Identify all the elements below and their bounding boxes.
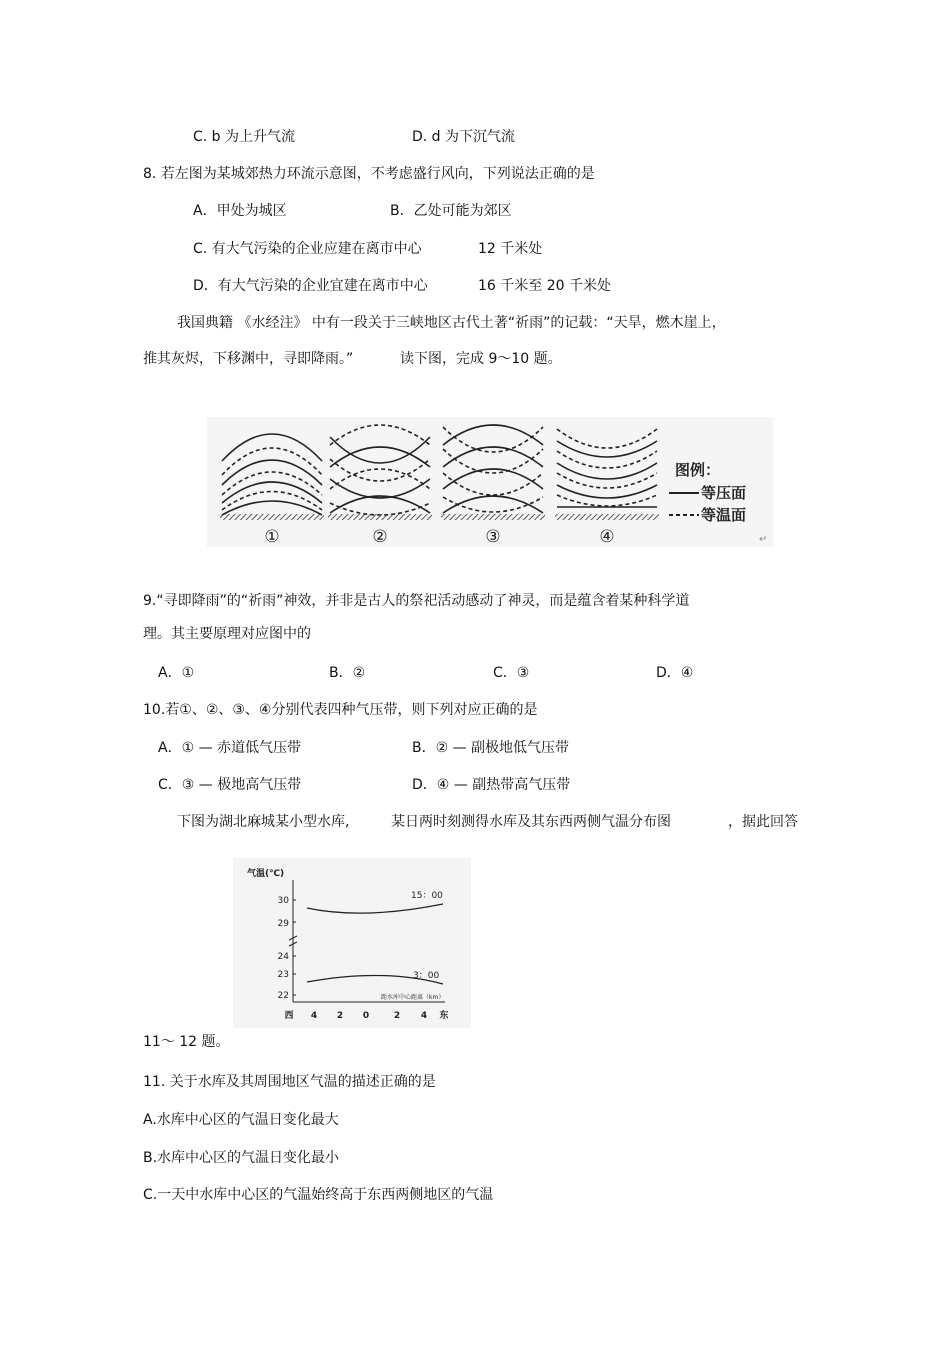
x-tick-4-west: 4 [310, 1011, 318, 1021]
reservoir-intro-part3: ，据此回答 [728, 814, 798, 830]
series-0300-label: 3：00 [413, 971, 440, 981]
panel-3-label: ③ [485, 527, 501, 547]
q8-option-b: B．乙处可能为郊区 [390, 203, 512, 219]
reservoir-temperature-chart [233, 858, 471, 1028]
q8-option-c: C. 有大气污染的企业应建在离市中心 [193, 241, 422, 257]
legend-title: 图例： [675, 461, 721, 479]
q11-option-c: C.一天中水库中心区的气温始终高于东西两侧地区的气温 [143, 1187, 494, 1203]
q11-stem: 11. 关于水库及其周围地区气温的描述正确的是 [143, 1074, 436, 1090]
y-axis-label: 气温(℃) [247, 869, 285, 879]
isobar-isotherm-figure [207, 417, 773, 547]
x-tick-2-east: 2 [393, 1011, 401, 1021]
reservoir-intro-part2: 某日两时刻测得水库及其东西两侧气温分布图 [391, 814, 671, 830]
series-1500-label: 15：00 [411, 891, 443, 901]
reservoir-temperature-figure [233, 858, 471, 1028]
q8-option-d: D．有大气污染的企业宜建在离市中心 [193, 278, 428, 294]
q9-option-b: B．② [329, 665, 366, 681]
series-1500-line [307, 904, 443, 913]
q8-option-c-distance: 12 千米处 [478, 241, 543, 257]
panel-2 [328, 425, 432, 520]
panel-1 [220, 434, 324, 520]
q11-option-b: B.水库中心区的气温日变化最小 [143, 1150, 340, 1166]
y-tick-24: 24 [277, 952, 289, 962]
x-tick-2-west: 2 [336, 1011, 344, 1021]
isobar-isotherm-diagram [207, 417, 773, 547]
q8-option-a: A．甲处为城区 [193, 203, 287, 219]
legend-isotherm-label: 等温面 [701, 506, 747, 524]
q11-option-a: A.水库中心区的气温日变化最大 [143, 1112, 339, 1128]
q9-option-a: A．① [158, 665, 195, 681]
q9-stem-line1: 9.“寻即降雨”的“祈雨”神效，并非是古人的祭祀活动感动了神灵，而是蕴含着某种科学道 [143, 593, 690, 609]
legend-isobar-label: 等压面 [701, 484, 747, 502]
intro-paragraph-instruction: 读下图，完成 9～10 题。 [400, 351, 562, 367]
x-tick-0: 0 [362, 1011, 370, 1021]
return-mark-icon: ↵ [759, 534, 768, 545]
y-tick-22: 22 [277, 991, 289, 1001]
q7-option-c: C. b 为上升气流 [193, 129, 296, 145]
reservoir-intro-end: 11～ 12 题。 [143, 1034, 230, 1050]
x-axis-label: 距水库中心距离（km） [381, 994, 445, 1001]
y-tick-29: 29 [277, 919, 289, 929]
y-tick-23: 23 [277, 970, 289, 980]
q10-option-a: A．① — 赤道低气压带 [158, 740, 302, 756]
q10-option-c: C．③ — 极地高气压带 [158, 777, 302, 793]
panel-1-label: ① [264, 527, 280, 547]
legend [669, 461, 746, 524]
q9-stem-line2: 理。其主要原理对应图中的 [143, 626, 311, 642]
q9-option-c: C．③ [493, 665, 530, 681]
panel-4 [555, 429, 659, 520]
panel-3 [441, 425, 545, 520]
reservoir-intro-part1: 下图为湖北麻城某小型水库, [177, 814, 350, 830]
y-tick-30: 30 [277, 896, 289, 906]
q9-option-d: D．④ [656, 665, 694, 681]
q10-option-b: B．② — 副极地低气压带 [412, 740, 570, 756]
panel-2-label: ② [372, 527, 388, 547]
q10-option-d: D．④ — 副热带高气压带 [412, 777, 571, 793]
q7-option-d: D. d 为下沉气流 [412, 129, 516, 145]
x-tick-4-east: 4 [420, 1011, 428, 1021]
x-tick-east: 东 [439, 1011, 449, 1021]
panel-4-label: ④ [599, 527, 615, 547]
q10-stem: 10.若①、②、③、④分别代表四种气压带，则下列对应正确的是 [143, 702, 538, 718]
intro-paragraph-line2: 推其灰烬，下移渊中，寻即降雨。” [143, 351, 354, 367]
intro-paragraph-line1: 我国典籍 《水经注》 中有一段关于三峡地区古代土著“祈雨”的记载：“天旱，燃木崖上， [177, 315, 726, 331]
x-tick-west: 西 [284, 1011, 294, 1021]
q8-option-d-distance: 16 千米至 20 千米处 [478, 278, 611, 294]
q8-stem: 8. 若左图为某城郊热力环流示意图，不考虑盛行风向，下列说法正确的是 [143, 166, 595, 182]
